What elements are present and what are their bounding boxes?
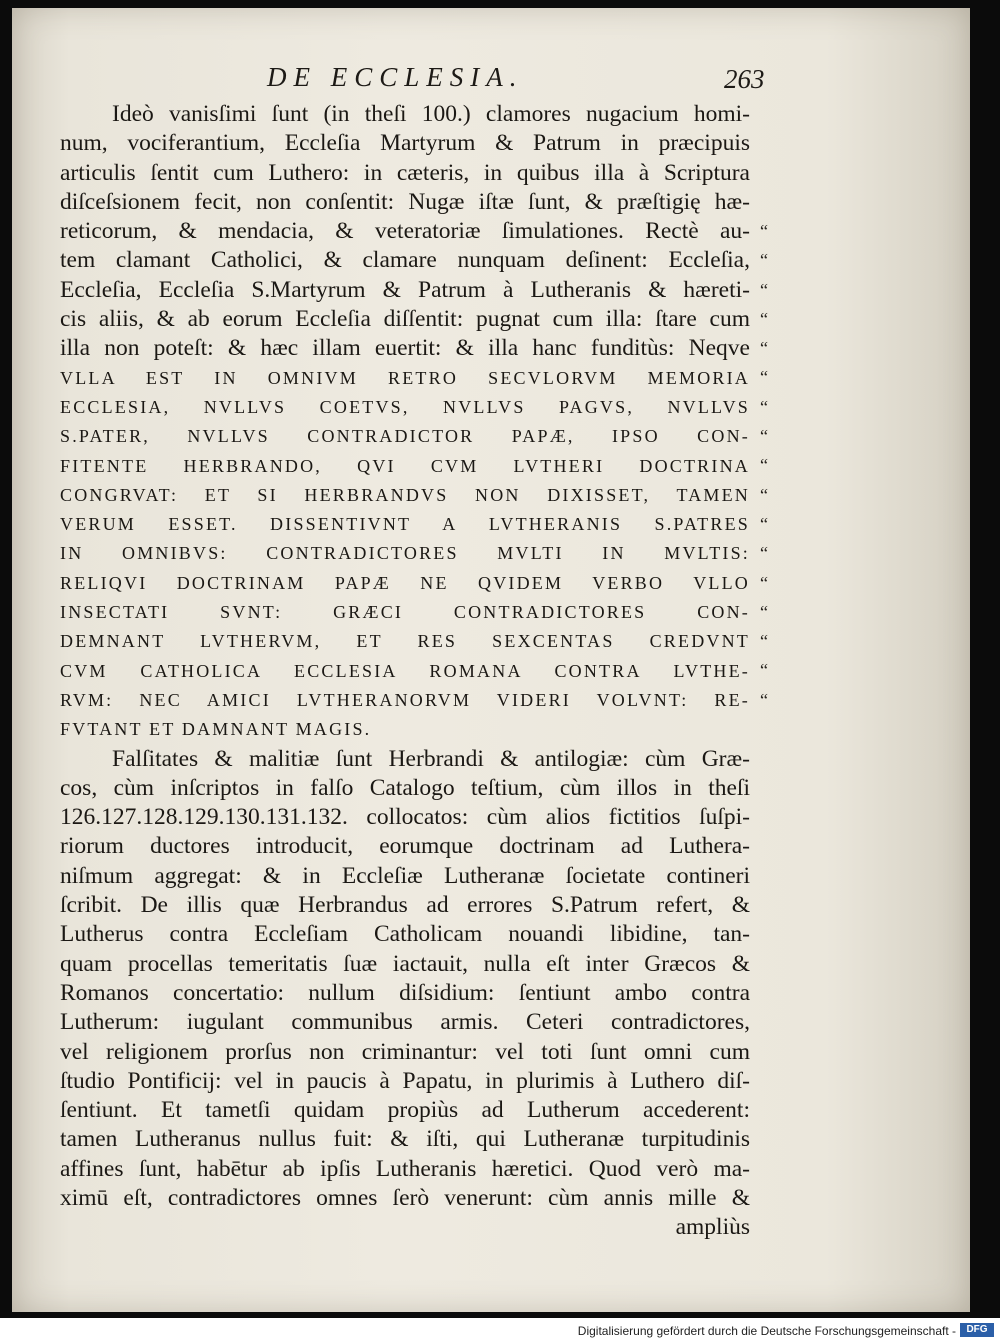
- text-line: tem clamant Catholici, & clamare nunquam deſinent: Eccleſia,: [60, 247, 750, 274]
- quote-mark: “: [760, 338, 768, 359]
- body-text: [60, 100, 750, 1243]
- quote-mark: “: [760, 396, 768, 417]
- text-line: 126.127.128.129.130.131.132. collocatos: cùm alios fictitios ſuſpi-: [60, 804, 750, 831]
- page-number: 263: [724, 64, 765, 94]
- text-line: riorum ductores introducit, eorumque doctrinam ad Luthera-: [60, 833, 750, 860]
- quoted-line: DEMNANT LVTHERVM, ET RES SEXCENTAS CREDVNT: [60, 631, 750, 652]
- text-line: niſmum aggregat: & in Eccleſiæ Lutheranæ ſocietate contineri: [60, 862, 750, 889]
- catchword: ampliùs: [675, 1214, 750, 1241]
- quoted-line: VLLA EST IN OMNIVM RETRO SECVLORVM MEMORIA: [60, 367, 750, 388]
- book-page: [12, 8, 970, 1312]
- quoted-line: CONGRVAT: ET SI HERBRANDVS NON DIXISSET, TAMEN: [60, 484, 750, 505]
- quote-mark: “: [760, 660, 768, 681]
- quote-mark: “: [760, 601, 768, 622]
- text-line: ſtudio Pontificij: vel in paucis à Papatu, in plurimis à Luthero diſ-: [60, 1067, 750, 1094]
- text-line: Eccleſia, Eccleſia S.Martyrum & Patrum à Lutheranis & hæreti-: [60, 276, 750, 303]
- quote-mark: “: [760, 572, 768, 593]
- quote-mark: “: [760, 513, 768, 534]
- quoted-line: RELIQVI DOCTRINAM PAPÆ NE QVIDEM VERBO VLLO: [60, 572, 750, 593]
- text-line: Lutherum: iugulant communibus armis. Ceteri contradictores,: [60, 1009, 750, 1036]
- text-line: ximū eſt, contradictores omnes ſerò venerunt: cùm annis mille &: [60, 1184, 750, 1211]
- quote-mark: “: [760, 221, 768, 241]
- text-line: num, vociferantium, Eccleſia Martyrum & Patrum in præcipuis: [60, 130, 750, 157]
- text-line: cis aliis, & ab eorum Eccleſia diſſentit: pugnat cum illa: ſtare cum: [60, 306, 750, 333]
- text-line: vel religionem prorſus non criminantur: vel toti ſunt omni cum: [60, 1038, 750, 1065]
- quote-mark: “: [760, 279, 768, 300]
- text-line: tamen Lutheranus nullus fuit: & iſti, qui Lutheranæ turpitudinis: [60, 1126, 750, 1153]
- text-line: diſceſsionem fecit, non conſentit: Nugæ iſtæ ſunt, & præſtigię hæ-: [60, 188, 750, 215]
- quoted-line: INSECTATI SVNT: GRÆCI CONTRADICTORES CON-: [60, 602, 750, 623]
- quoted-line: S.PATER, NVLLVS CONTRADICTOR PAPÆ, IPSO CON-: [60, 426, 750, 447]
- quote-mark: “: [760, 250, 768, 271]
- quote-mark: “: [760, 367, 768, 388]
- text-line: ſentiunt. Et tametſi quidam propiùs ad Lutherum accederent:: [60, 1097, 750, 1124]
- quotation-marks-column: [760, 217, 790, 715]
- quote-mark: “: [760, 689, 768, 710]
- text-line: quam procellas temeritatis ſuæ iactauit, nulla eſt inter Græcos &: [60, 950, 750, 977]
- text-line: affines ſunt, habētur ab ipſis Lutheranis hæretici. Quod verò ma-: [60, 1155, 750, 1182]
- text-line: Ideò vanisſimi ſunt (in theſi 100.) clamores nugacium homi-: [112, 101, 750, 127]
- quote-mark: “: [760, 455, 768, 476]
- quoted-line: RVM: NEC AMICI LVTHERANORVM VIDERI VOLVNT: RE-: [60, 689, 750, 710]
- text-line: articulis ſentit cum Luthero: in cæteris, in quibus illa à Scriptura: [60, 159, 750, 186]
- text-line: illa non poteſt: & hæc illam euertit: & illa hanc funditùs: Neqve: [60, 335, 750, 362]
- quoted-line: IN OMNIBVS: CONTRADICTORES MVLTI IN MVLTIS:: [60, 543, 750, 564]
- quoted-line: FITENTE HERBRANDO, QVI CVM LVTHERI DOCTRINA: [60, 455, 750, 476]
- quote-mark: “: [760, 484, 768, 505]
- text-line: reticorum, & mendacia, & veteratoriæ ſimulationes. Rectè au-: [60, 218, 750, 245]
- digitization-credit: Digitalisierung gefördert durch die Deutsche Forschungsgemeinschaft -: [577, 1324, 956, 1338]
- text-line: cos, cùm inſcriptos in falſo Catalogo teſtium, cùm illos in theſi: [60, 774, 750, 801]
- quoted-line: CVM CATHOLICA ECCLESIA ROMANA CONTRA LVTHE-: [60, 660, 750, 681]
- text-line: ſcribit. De illis quæ Herbrandus ad errores S.Patrum refert, &: [60, 892, 750, 919]
- quoted-line: ECCLESIA, NVLLVS COETVS, NVLLVS PAGVS, NVLLVS: [60, 396, 750, 417]
- dfg-logo: DFG: [960, 1323, 994, 1337]
- text-line: Falſitates & malitiæ ſunt Herbrandi & antilogiæ: cùm Græ-: [112, 745, 750, 772]
- quote-mark: “: [760, 631, 768, 652]
- quote-mark: “: [760, 308, 768, 329]
- text-line: Romanos concertatio: nullum diſsidium: ſentiunt ambo contra: [60, 979, 750, 1006]
- quote-mark: “: [760, 426, 768, 447]
- text-line: Lutherus contra Eccleſiam Catholicam nouandi libidine, tan-: [60, 921, 750, 948]
- quoted-line: FVTANT ET DAMNANT MAGIS.: [60, 719, 372, 740]
- quote-mark: “: [760, 543, 768, 564]
- quoted-line: VERUM ESSET. DISSENTIVNT A LVTHERANIS S.PATRES: [60, 514, 750, 535]
- running-head: DE ECCLESIA.: [267, 62, 524, 92]
- footer-bar: [0, 1318, 1000, 1343]
